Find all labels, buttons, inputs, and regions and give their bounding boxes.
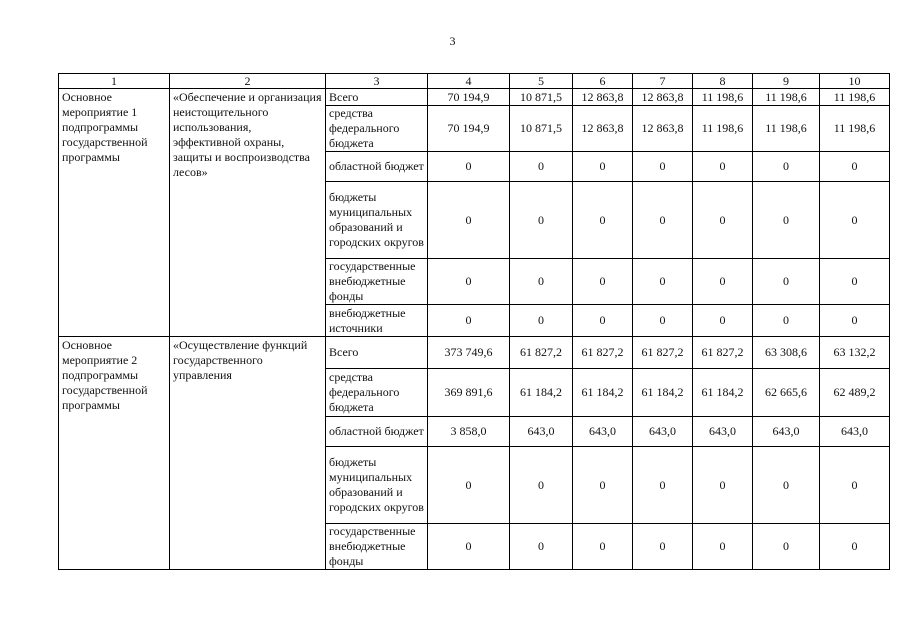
value-cell: 643,0 bbox=[510, 417, 573, 447]
value-cell: 0 bbox=[428, 305, 510, 337]
value-cell: 11 198,6 bbox=[693, 89, 753, 106]
value-cell: 0 bbox=[820, 182, 890, 259]
value-cell: 61 184,2 bbox=[693, 369, 753, 417]
funding-source-cell: государственные внебюджетные фонды bbox=[326, 259, 428, 305]
value-cell: 0 bbox=[428, 524, 510, 570]
value-cell: 0 bbox=[693, 259, 753, 305]
value-cell: 61 827,2 bbox=[633, 337, 693, 369]
value-cell: 0 bbox=[510, 259, 573, 305]
value-cell: 3 858,0 bbox=[428, 417, 510, 447]
value-cell: 0 bbox=[510, 152, 573, 182]
value-cell: 0 bbox=[510, 447, 573, 524]
value-cell: 12 863,8 bbox=[633, 106, 693, 152]
value-cell: 0 bbox=[510, 305, 573, 337]
value-cell: 643,0 bbox=[820, 417, 890, 447]
value-cell: 11 198,6 bbox=[820, 106, 890, 152]
value-cell: 0 bbox=[753, 259, 820, 305]
column-header-5: 5 bbox=[510, 74, 573, 89]
funding-source-cell: средства федерального бюджета bbox=[326, 369, 428, 417]
value-cell: 0 bbox=[633, 447, 693, 524]
funding-source-cell: государственные внебюджетные фонды bbox=[326, 524, 428, 570]
funding-source-cell: Всего bbox=[326, 337, 428, 369]
column-header-4: 4 bbox=[428, 74, 510, 89]
value-cell: 0 bbox=[510, 182, 573, 259]
value-cell: 0 bbox=[693, 447, 753, 524]
value-cell: 11 198,6 bbox=[693, 106, 753, 152]
value-cell: 61 827,2 bbox=[693, 337, 753, 369]
value-cell: 0 bbox=[820, 524, 890, 570]
funding-source-cell: внебюджетные источники bbox=[326, 305, 428, 337]
column-header-10: 10 bbox=[820, 74, 890, 89]
column-header-2: 2 bbox=[170, 74, 326, 89]
value-cell: 0 bbox=[693, 524, 753, 570]
value-cell: 62 665,6 bbox=[753, 369, 820, 417]
table-row bbox=[59, 89, 890, 106]
value-cell: 0 bbox=[573, 182, 633, 259]
value-cell: 0 bbox=[693, 182, 753, 259]
column-header-3: 3 bbox=[326, 74, 428, 89]
table-row bbox=[59, 337, 890, 369]
value-cell: 12 863,8 bbox=[573, 106, 633, 152]
value-cell: 0 bbox=[693, 152, 753, 182]
value-cell: 0 bbox=[428, 259, 510, 305]
value-cell: 61 827,2 bbox=[510, 337, 573, 369]
value-cell: 373 749,6 bbox=[428, 337, 510, 369]
value-cell: 11 198,6 bbox=[753, 106, 820, 152]
value-cell: 0 bbox=[428, 152, 510, 182]
value-cell: 0 bbox=[573, 259, 633, 305]
column-header-6: 6 bbox=[573, 74, 633, 89]
value-cell: 61 184,2 bbox=[633, 369, 693, 417]
value-cell: 63 132,2 bbox=[820, 337, 890, 369]
table-body bbox=[59, 74, 890, 570]
value-cell: 0 bbox=[573, 152, 633, 182]
value-cell: 0 bbox=[573, 524, 633, 570]
value-cell: 0 bbox=[633, 305, 693, 337]
value-cell: 70 194,9 bbox=[428, 106, 510, 152]
column-header-7: 7 bbox=[633, 74, 693, 89]
value-cell: 0 bbox=[693, 305, 753, 337]
value-cell: 643,0 bbox=[753, 417, 820, 447]
value-cell: 0 bbox=[428, 447, 510, 524]
value-cell: 0 bbox=[753, 152, 820, 182]
funding-source-cell: областной бюджет bbox=[326, 417, 428, 447]
value-cell: 61 827,2 bbox=[573, 337, 633, 369]
value-cell: 0 bbox=[510, 524, 573, 570]
value-cell: 0 bbox=[820, 152, 890, 182]
value-cell: 61 184,2 bbox=[510, 369, 573, 417]
value-cell: 11 198,6 bbox=[820, 89, 890, 106]
budget-table bbox=[58, 73, 890, 570]
value-cell: 643,0 bbox=[573, 417, 633, 447]
value-cell: 0 bbox=[573, 305, 633, 337]
value-cell: 0 bbox=[753, 182, 820, 259]
value-cell: 11 198,6 bbox=[753, 89, 820, 106]
column-header-8: 8 bbox=[693, 74, 753, 89]
activity-name-cell: «Обеспечение и организация неистощительного использования, эффективной охраны, защиты и воспроизводства лесов» bbox=[170, 89, 326, 337]
value-cell: 10 871,5 bbox=[510, 89, 573, 106]
value-cell: 0 bbox=[428, 182, 510, 259]
column-header-9: 9 bbox=[753, 74, 820, 89]
funding-source-cell: Всего bbox=[326, 89, 428, 106]
page-number: 3 bbox=[449, 34, 456, 48]
value-cell: 0 bbox=[753, 305, 820, 337]
activity-cell: Основное мероприятие 1 подпрограммы государственной программы bbox=[59, 89, 170, 337]
value-cell: 10 871,5 bbox=[510, 106, 573, 152]
funding-source-cell: бюджеты муниципальных образований и городских округов bbox=[326, 447, 428, 524]
value-cell: 0 bbox=[633, 259, 693, 305]
value-cell: 643,0 bbox=[633, 417, 693, 447]
funding-source-cell: областной бюджет bbox=[326, 152, 428, 182]
column-header-1: 1 bbox=[59, 74, 170, 89]
value-cell: 0 bbox=[753, 524, 820, 570]
value-cell: 369 891,6 bbox=[428, 369, 510, 417]
activity-name-cell: «Осуществление функций государственного управления bbox=[170, 337, 326, 570]
funding-source-cell: бюджеты муниципальных образований и городских округов bbox=[326, 182, 428, 259]
value-cell: 12 863,8 bbox=[633, 89, 693, 106]
value-cell: 61 184,2 bbox=[573, 369, 633, 417]
value-cell: 0 bbox=[633, 182, 693, 259]
value-cell: 0 bbox=[573, 447, 633, 524]
value-cell: 643,0 bbox=[693, 417, 753, 447]
value-cell: 0 bbox=[633, 524, 693, 570]
value-cell: 0 bbox=[753, 447, 820, 524]
activity-cell: Основное мероприятие 2 подпрограммы государственной программы bbox=[59, 337, 170, 570]
value-cell: 0 bbox=[633, 152, 693, 182]
column-header-row bbox=[59, 74, 890, 89]
funding-source-cell: средства федерального бюджета bbox=[326, 106, 428, 152]
value-cell: 63 308,6 bbox=[753, 337, 820, 369]
value-cell: 70 194,9 bbox=[428, 89, 510, 106]
value-cell: 62 489,2 bbox=[820, 369, 890, 417]
value-cell: 0 bbox=[820, 447, 890, 524]
value-cell: 0 bbox=[820, 259, 890, 305]
value-cell: 12 863,8 bbox=[573, 89, 633, 106]
value-cell: 0 bbox=[820, 305, 890, 337]
